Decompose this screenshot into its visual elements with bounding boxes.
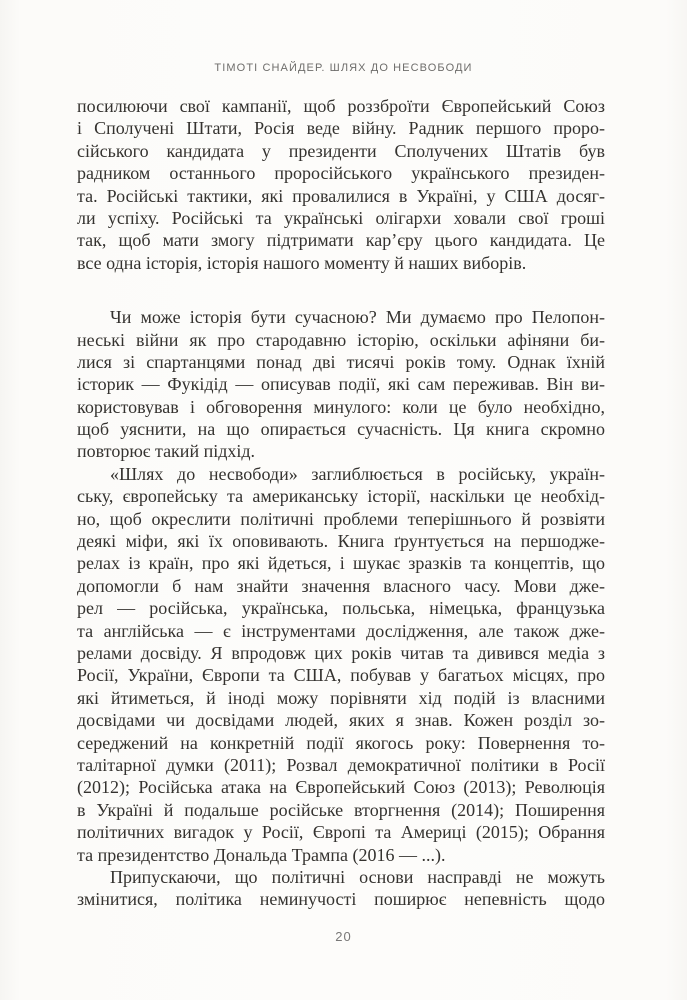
text-line: досвідами чи досвідами людей, яких я знав. Кожен розділ зо- [77,710,605,731]
text-line: які йтиметься, й іноді можу порівняти хід подій із власними [77,687,605,708]
text-line: змінитися, політика неминучості поширює непевність щодо [77,889,605,910]
text-line: «Шлях до несвободи» заглиблюється в російську, україн- [110,463,605,484]
text-line: лися зі спартанцями понад дві тисячі років тому. Однак їхній [77,351,605,372]
text-line: історик — Фукідід — описував події, які сам переживав. Він ви- [77,374,605,395]
text-line: Росії, України, Європи та США, побував у багатьох місцях, про [77,665,605,686]
text-line: та англійська — є інструментами дослідження, але також дже- [77,620,605,641]
text-line: неські війни як про стародавню історію, оскільки афіняни би- [77,329,605,350]
text-line: повторює такий підхід. [77,441,256,462]
text-line: Чи може історія бути сучасною? Ми думаємо про Пелопон- [110,307,605,328]
text-line: все одна історія, історія нашого моменту й наших виборів. [77,252,527,273]
text-line: та. Російські тактики, які провалилися в Україні, у США досяг- [77,185,605,206]
text-line: релах із країн, про які йдеться, і шукає зразків та концептів, що [77,553,605,574]
text-line: релами досвіду. Я впродовж цих років читав та дивився медіа з [77,642,605,663]
text-line: но, щоб окреслити політичні проблеми теперішнього й розвіяти [77,508,605,529]
text-line: так, щоб мати змогу підтримати кар’єру цього кандидата. Це [77,230,605,251]
page-number: 20 [335,929,352,944]
text-line: талітарної думки (2011); Розвал демократичної політики в Росії [77,754,605,775]
text-line: і Сполучені Штати, Росія веде війну. Радник першого проро- [77,118,605,139]
text-line: радником останнього проросійського українського президен- [77,163,605,184]
text-line: допомогли б нам знайти значення власного часу. Мови дже- [77,575,605,596]
text-line: рел — російська, українська, польська, німецька, французька [77,598,605,619]
text-line: посилюючи свої кампанії, щоб роззброїти Європейський Союз [77,96,605,116]
text-line: ську, європейську та американську історії, наскільки це необхід- [77,486,605,507]
running-header: ТІМОТІ СНАЙДЕР. ШЛЯХ ДО НЕСВОБОДИ [214,62,473,74]
text-line: сійського кандидата у президенти Сполучених Штатів був [77,140,605,161]
text-line: та президентство Дональда Трампа (2016 — ...). [77,844,446,865]
text-line: політичних вигадок у Росії, Європі та Америці (2015); Обрання [77,822,605,843]
text-line: щоб уяснити, на що опирається сучасність. Ця книга скромно [77,419,605,440]
page-body-text [77,95,605,911]
text-line: середжений на конкретній події якогось року: Повернення то- [77,732,605,753]
text-line: ли успіху. Російські та українські олігархи ховали свої гроші [77,207,605,228]
text-line: в Україні й подальше російське вторгнення (2014); Поширення [77,799,605,820]
text-line: користовував і обговорення минулого: коли це було необхідно, [77,396,605,417]
text-line: (2012); Російська атака на Європейський Союз (2013); Революція [77,777,605,798]
text-line: деякі міфи, які їх оповивають. Книга ґрунтується на першодже- [77,531,605,552]
text-line: Припускаючи, що політичні основи насправді не можуть [110,866,605,887]
section-break-gap [77,274,605,306]
